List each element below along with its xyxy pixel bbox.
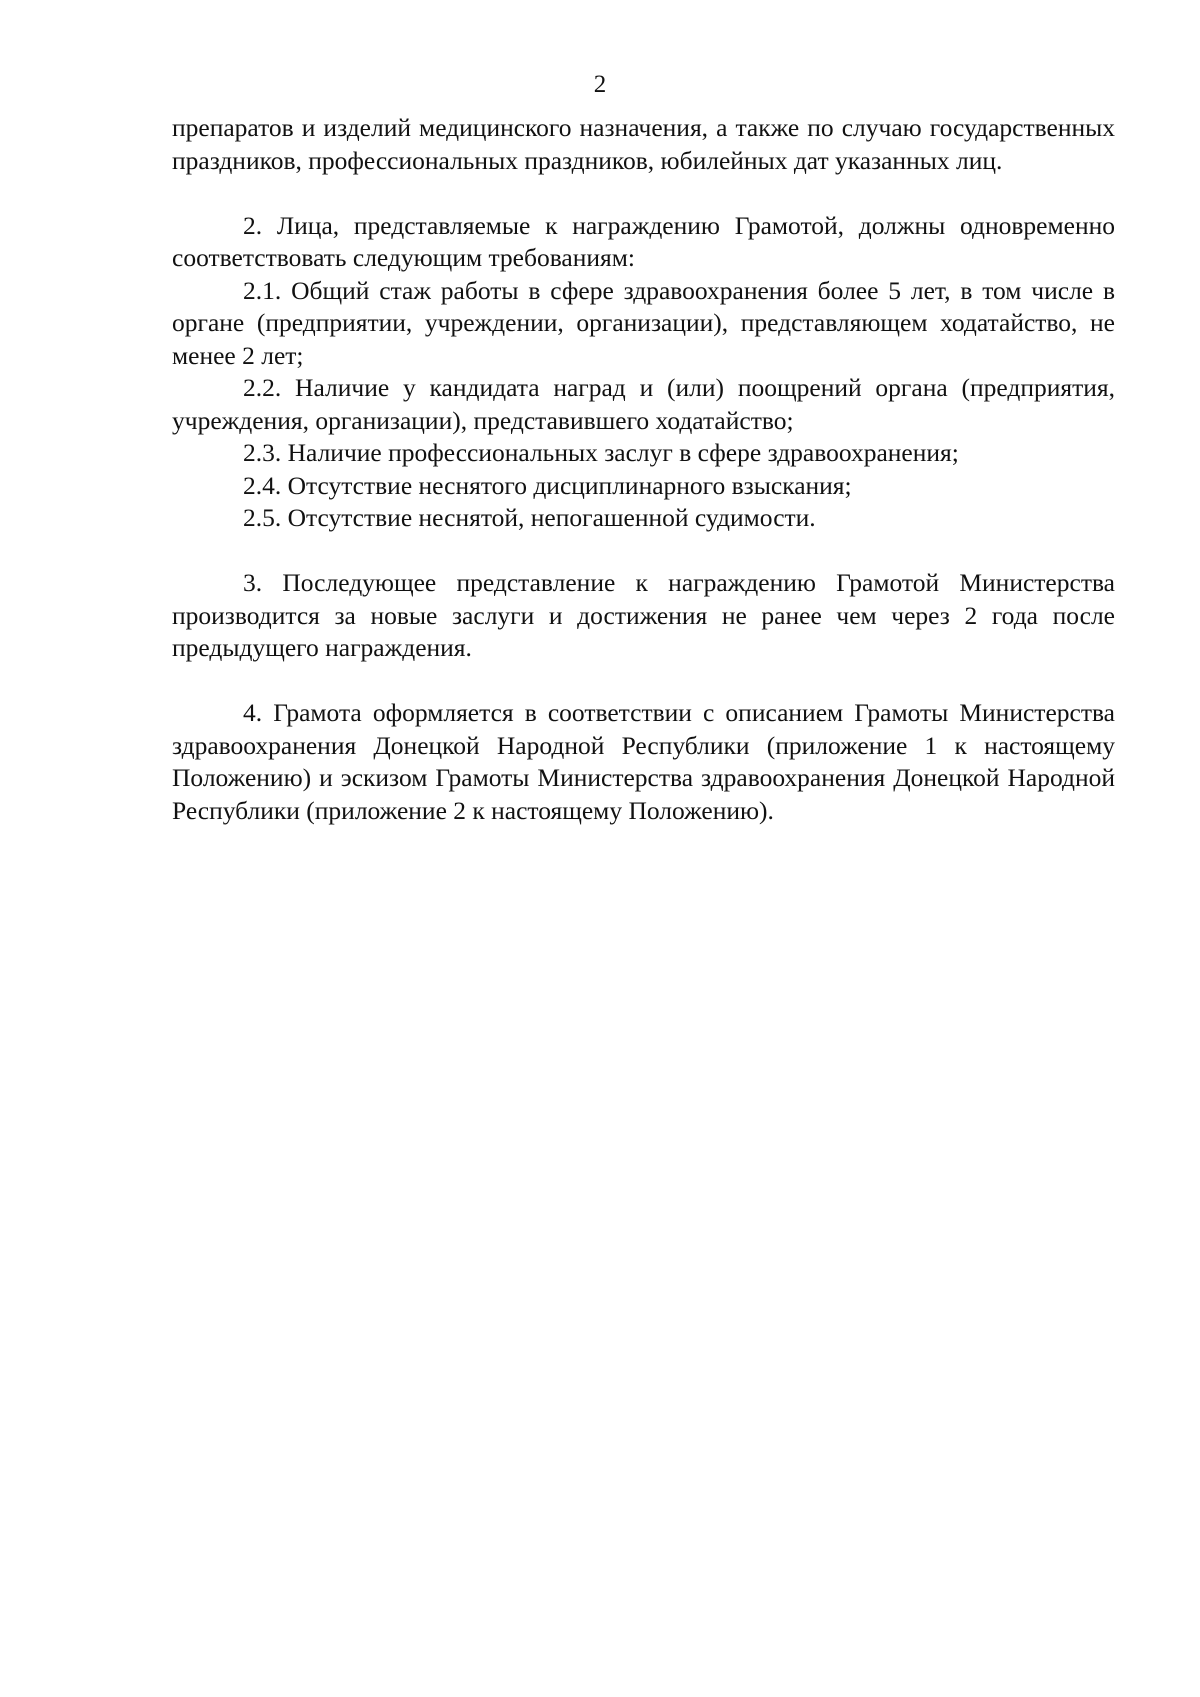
paragraph-spacer (172, 535, 1115, 568)
paragraph-3: 3. Последующее представление к награждению Грамотой Министерства производится за новые заслуги и достижения не ранее чем через 2 года после предыдущего награждения. (172, 568, 1115, 662)
paragraph-2-3: 2.3. Наличие профессиональных заслуг в сфере здравоохранения; (243, 438, 959, 467)
document-body (172, 112, 1115, 827)
paragraph-2-5: 2.5. Отсутствие неснятой, непогашенной судимости. (243, 503, 816, 532)
paragraph-intro-continuation: препаратов и изделий медицинского назначения, а также по случаю государственных праздников, профессиональных праздников, юбилейных дат указанных лиц. (172, 113, 1115, 175)
paragraph-2-1: 2.1. Общий стаж работы в сфере здравоохранения более 5 лет, в том числе в органе (предприятии, учреждении, организации), представляющем ходатайство, не менее 2 лет; (172, 275, 1115, 370)
paragraph-2-2: 2.2. Наличие у кандидата наград и (или) поощрений органа (предприятия, учреждения, организации), представившего ходатайство; (172, 373, 1115, 435)
paragraph-2-4: 2.4. Отсутствие неснятого дисциплинарного взыскания; (243, 470, 852, 500)
paragraph-4: 4. Грамота оформляется в соответствии с описанием Грамоты Министерства здравоохранения Донецкой Народной Республики (приложение 1 к настоящему Положению) и эскизом Грамоты Министерства здравоохранения Донецкой Народной Республики (приложение 2 к настоящему Положению). (172, 698, 1115, 825)
paragraph-spacer (172, 177, 1115, 210)
paragraph-2: 2. Лица, представляемые к награждению Грамотой, должны одновременно соответствовать следующим требованиям: (172, 210, 1115, 272)
paragraph-spacer (172, 665, 1115, 698)
page-number: 2 (593, 71, 607, 98)
